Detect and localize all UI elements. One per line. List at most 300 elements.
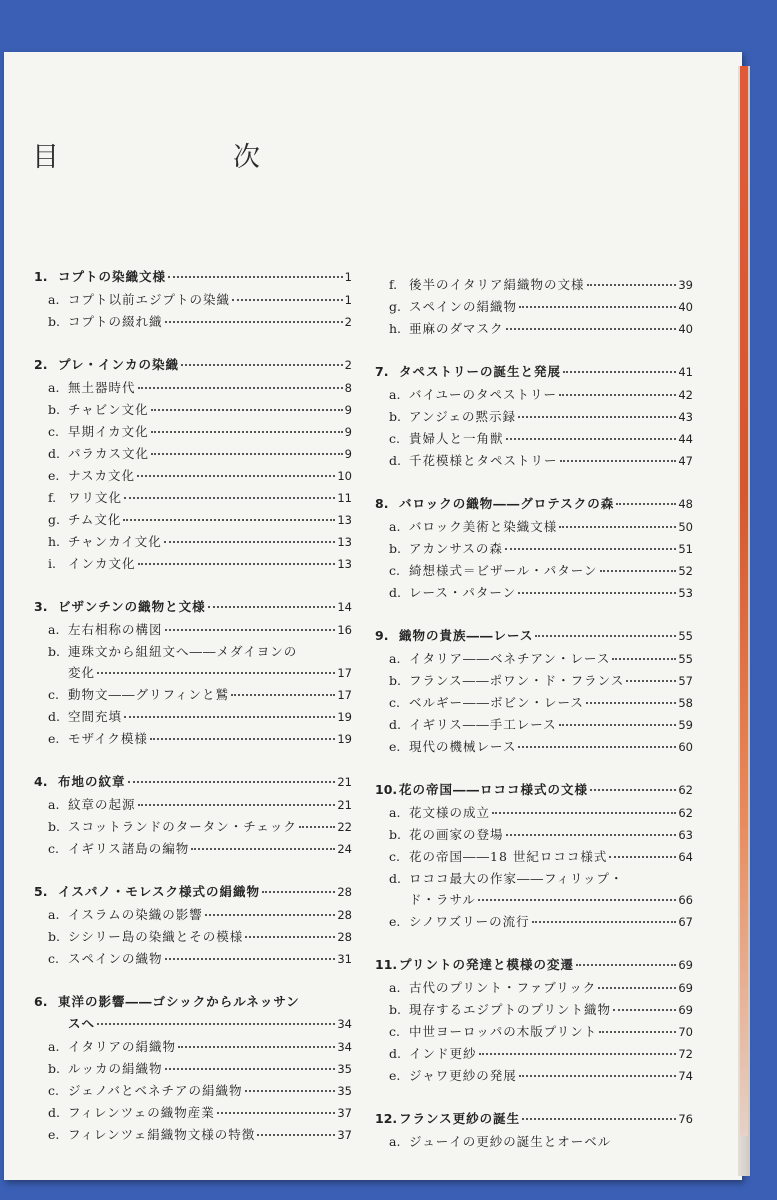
page-number: 34 bbox=[337, 1040, 352, 1054]
page-number: 55 bbox=[678, 652, 693, 666]
toc-section bbox=[34, 354, 352, 575]
toc-item-row[interactable] bbox=[34, 948, 352, 970]
item-title: 花文様の成立 bbox=[409, 805, 491, 820]
page-number: 28 bbox=[337, 908, 352, 922]
item-title: ジェノバとベネチアの絹織物 bbox=[68, 1083, 243, 1098]
leader-dots bbox=[181, 363, 343, 366]
page-number: 55 bbox=[678, 629, 693, 643]
toc-section bbox=[34, 991, 352, 1146]
leader-dots bbox=[178, 1045, 335, 1048]
item-title: 連珠文から組紐文へ――メダイヨンの bbox=[68, 644, 298, 659]
leader-dots bbox=[612, 657, 676, 660]
chapter-title: バロックの織物――グロテスクの森 bbox=[399, 496, 615, 511]
chapter-title: 織物の貴族――レース bbox=[399, 628, 534, 643]
item-letter: b. bbox=[389, 673, 401, 688]
toc-item-row[interactable] bbox=[34, 289, 352, 311]
item-title: 花の画家の登場 bbox=[409, 827, 504, 842]
leader-dots bbox=[518, 745, 676, 748]
item-title: イタリアの絹織物 bbox=[68, 1039, 177, 1054]
item-title: ワリ文化 bbox=[68, 490, 123, 505]
item-title: フランス――ポワン・ド・フランス bbox=[409, 673, 625, 688]
item-letter: e. bbox=[48, 468, 60, 483]
leader-dots bbox=[124, 715, 335, 718]
toc-item-row[interactable] bbox=[375, 406, 693, 428]
toc-item-row[interactable] bbox=[375, 889, 693, 911]
chapter-title: プリントの発達と模様の変遷 bbox=[399, 957, 575, 972]
item-title: イギリス諸島の編物 bbox=[68, 841, 190, 856]
leader-dots bbox=[137, 474, 335, 477]
toc-item-row[interactable] bbox=[375, 582, 693, 604]
chapter-title: コプトの染織文様 bbox=[58, 269, 167, 284]
toc-item-row[interactable] bbox=[34, 662, 352, 684]
item-title: スペインの織物 bbox=[68, 951, 163, 966]
page-number: 69 bbox=[678, 1003, 693, 1017]
leader-dots bbox=[492, 811, 676, 814]
item-title: シシリー島の染織とその模様 bbox=[68, 929, 244, 944]
toc-item-row[interactable] bbox=[34, 509, 352, 531]
toc-item-row[interactable] bbox=[34, 816, 352, 838]
toc-item-row[interactable] bbox=[375, 450, 693, 472]
page-number: 37 bbox=[337, 1106, 352, 1120]
toc-item-row[interactable] bbox=[34, 443, 352, 465]
item-title: 紋章の起源 bbox=[68, 797, 136, 812]
chapter-title: 布地の紋章 bbox=[58, 774, 126, 789]
toc-item-row[interactable] bbox=[34, 465, 352, 487]
leader-dots bbox=[245, 1089, 336, 1092]
toc-item-row[interactable] bbox=[34, 421, 352, 443]
item-title: 千花模様とタペストリー bbox=[409, 453, 558, 468]
item-title: チャビン文化 bbox=[68, 402, 149, 417]
toc-item-row[interactable] bbox=[375, 1021, 693, 1043]
item-letter: g. bbox=[389, 299, 401, 314]
item-title: イスラムの染織の影響 bbox=[68, 907, 203, 922]
leader-dots bbox=[559, 723, 677, 726]
page-number: 24 bbox=[337, 842, 352, 856]
toc-item-row[interactable] bbox=[375, 846, 693, 868]
chapter-number: 8. bbox=[375, 496, 389, 511]
item-title: 早期イカ文化 bbox=[68, 424, 149, 439]
toc-item-row[interactable] bbox=[34, 706, 352, 728]
item-title: 後半のイタリア絹織物の文様 bbox=[409, 277, 585, 292]
toc-item-row[interactable] bbox=[34, 926, 352, 948]
leader-dots bbox=[151, 430, 343, 433]
item-letter: g. bbox=[48, 512, 60, 527]
toc-chapter-row[interactable] bbox=[375, 1108, 693, 1130]
leader-dots bbox=[559, 393, 676, 396]
toc-chapter-row[interactable] bbox=[34, 596, 352, 618]
item-title: パラカス文化 bbox=[68, 446, 150, 461]
item-title: ド・ラサル bbox=[409, 892, 476, 907]
page-number: 47 bbox=[678, 454, 693, 468]
page-number: 43 bbox=[678, 410, 693, 424]
page-number: 66 bbox=[678, 893, 693, 907]
item-letter: b. bbox=[48, 929, 60, 944]
page-number: 8 bbox=[344, 381, 352, 395]
red-book-edge bbox=[740, 66, 748, 1136]
leader-dots bbox=[165, 320, 343, 323]
chapter-title: ビザンチンの織物と文様 bbox=[58, 599, 206, 614]
toc-item-row[interactable] bbox=[375, 670, 693, 692]
leader-dots bbox=[590, 788, 676, 791]
item-letter: c. bbox=[389, 563, 400, 578]
page-number: 22 bbox=[337, 820, 352, 834]
chapter-number: 6. bbox=[34, 994, 48, 1009]
item-letter: a. bbox=[389, 387, 401, 402]
page-number: 2 bbox=[344, 358, 352, 372]
page-number: 58 bbox=[678, 696, 693, 710]
page-number: 59 bbox=[678, 718, 693, 732]
item-title: ベルギー――ボビン・レース bbox=[409, 695, 584, 710]
toc-item-row[interactable] bbox=[34, 794, 352, 816]
leader-dots bbox=[150, 737, 335, 740]
item-letter: d. bbox=[389, 453, 401, 468]
item-title: コプト以前エジプトの染織 bbox=[68, 292, 231, 307]
page-number: 28 bbox=[337, 930, 352, 944]
item-title: 中世ヨーロッパの木版プリント bbox=[409, 1024, 598, 1039]
leader-dots bbox=[535, 634, 676, 637]
page-number: 9 bbox=[344, 425, 352, 439]
toc-item-row[interactable] bbox=[34, 377, 352, 399]
toc-section bbox=[34, 266, 352, 333]
item-letter: d. bbox=[389, 871, 401, 886]
chapter-title: イスパノ・モレスク様式の絹織物 bbox=[58, 884, 261, 899]
toc-item-row[interactable] bbox=[34, 531, 352, 553]
leader-dots bbox=[165, 1067, 336, 1070]
toc-item-row[interactable] bbox=[375, 824, 693, 846]
toc-left-column bbox=[34, 266, 352, 1167]
toc-item-row[interactable] bbox=[375, 428, 693, 450]
page-number: 14 bbox=[337, 600, 352, 614]
item-title: スペインの絹織物 bbox=[409, 299, 518, 314]
item-title: ジャワ更紗の発展 bbox=[409, 1068, 517, 1083]
leader-dots bbox=[518, 415, 676, 418]
item-title: 古代のプリント・ファブリック bbox=[409, 980, 597, 995]
page-number: 72 bbox=[678, 1047, 693, 1061]
chapter-title: 花の帝国――ロココ様式の文様 bbox=[399, 782, 589, 797]
toc-item-row[interactable] bbox=[34, 1080, 352, 1102]
chapter-title: プレ・インカの染織 bbox=[58, 357, 180, 372]
leader-dots bbox=[151, 452, 343, 455]
item-letter: c. bbox=[48, 424, 59, 439]
toc-item-row[interactable] bbox=[34, 728, 352, 750]
leader-dots bbox=[600, 569, 677, 572]
item-title: フィレンツェ絹織物文様の特徴 bbox=[68, 1127, 256, 1142]
toc-item-row[interactable] bbox=[34, 311, 352, 333]
toc-section bbox=[375, 493, 693, 604]
toc-chapter-row[interactable] bbox=[34, 881, 352, 903]
item-title: 空間充填 bbox=[68, 709, 123, 724]
toc-item-row[interactable] bbox=[375, 736, 693, 758]
chapter-title: スへ bbox=[68, 1016, 96, 1031]
toc-item-row[interactable] bbox=[375, 714, 693, 736]
item-letter: b. bbox=[48, 1061, 60, 1076]
leader-dots bbox=[138, 803, 336, 806]
item-letter: f. bbox=[389, 277, 398, 292]
item-title: 無土器時代 bbox=[68, 380, 136, 395]
leader-dots bbox=[232, 298, 343, 301]
leader-dots bbox=[299, 825, 335, 828]
item-title: 綺想様式＝ビザール・パターン bbox=[409, 563, 598, 578]
page-number: 35 bbox=[337, 1062, 352, 1076]
item-title: インド更紗 bbox=[409, 1046, 477, 1061]
item-letter: a. bbox=[389, 651, 401, 666]
chapter-title: 東洋の影響――ゴシックからルネッサン bbox=[58, 994, 300, 1009]
chapter-number: 11. bbox=[375, 957, 398, 972]
toc-chapter-row[interactable] bbox=[34, 1013, 352, 1035]
toc-item-row[interactable] bbox=[34, 399, 352, 421]
page-number: 62 bbox=[678, 783, 693, 797]
leader-dots bbox=[626, 679, 676, 682]
toc-section bbox=[375, 779, 693, 933]
item-letter: i. bbox=[48, 556, 56, 571]
toc-item-row[interactable] bbox=[375, 538, 693, 560]
page-number: 69 bbox=[678, 958, 693, 972]
toc-item-row[interactable] bbox=[375, 560, 693, 582]
toc-item-row[interactable] bbox=[375, 296, 693, 318]
toc-chapter-row[interactable] bbox=[375, 625, 693, 647]
item-letter: b. bbox=[48, 402, 60, 417]
toc-chapter-row[interactable] bbox=[375, 361, 693, 383]
item-title: ジューイの更紗の誕生とオーベル bbox=[409, 1134, 612, 1149]
item-title: イタリア――ベネチアン・レース bbox=[409, 651, 611, 666]
leader-dots bbox=[532, 920, 677, 923]
leader-dots bbox=[506, 437, 677, 440]
page-number: 51 bbox=[678, 542, 693, 556]
item-letter: d. bbox=[389, 1046, 401, 1061]
chapter-number: 9. bbox=[375, 628, 389, 643]
item-title: 変化 bbox=[68, 665, 96, 680]
toc-chapter-row[interactable] bbox=[375, 493, 693, 515]
page-number: 35 bbox=[337, 1084, 352, 1098]
leader-dots bbox=[245, 935, 335, 938]
page-title: 目 次 bbox=[32, 142, 300, 173]
leader-dots bbox=[191, 847, 335, 850]
leader-dots bbox=[138, 386, 343, 389]
toc-item-row[interactable] bbox=[375, 1043, 693, 1065]
toc-section bbox=[375, 1108, 693, 1152]
item-letter: h. bbox=[389, 321, 402, 336]
item-letter: e. bbox=[389, 1068, 401, 1083]
toc-chapter-row[interactable] bbox=[34, 354, 352, 376]
item-letter: a. bbox=[48, 380, 60, 395]
leader-dots bbox=[599, 1030, 676, 1033]
page-number: 17 bbox=[337, 666, 352, 680]
chapter-number: 1. bbox=[34, 269, 48, 284]
toc-item-row[interactable] bbox=[34, 619, 352, 641]
toc-item-row[interactable] bbox=[375, 1065, 693, 1087]
item-title: ルッカの絹織物 bbox=[68, 1061, 163, 1076]
toc-item-row[interactable] bbox=[375, 648, 693, 670]
toc-right-column bbox=[375, 274, 693, 1173]
item-title: ナスカ文化 bbox=[68, 468, 136, 483]
item-letter: a. bbox=[389, 980, 401, 995]
toc-item-row[interactable] bbox=[34, 1058, 352, 1080]
item-title: ロココ最大の作家――フィリップ・ bbox=[409, 871, 624, 886]
toc-item-row[interactable] bbox=[375, 274, 693, 296]
leader-dots bbox=[519, 305, 676, 308]
leader-dots bbox=[506, 833, 677, 836]
toc-item-row[interactable] bbox=[375, 868, 693, 889]
item-letter: d. bbox=[48, 446, 60, 461]
toc-item-row[interactable] bbox=[34, 684, 352, 706]
leader-dots bbox=[519, 1074, 677, 1077]
item-letter: c. bbox=[48, 1083, 59, 1098]
item-title: アカンサスの森 bbox=[409, 541, 503, 556]
item-letter: b. bbox=[48, 644, 60, 659]
toc-chapter-row[interactable] bbox=[375, 779, 693, 801]
toc-item-row[interactable] bbox=[375, 384, 693, 406]
page-number: 9 bbox=[344, 403, 352, 417]
chapter-number: 10. bbox=[375, 782, 398, 797]
leader-dots bbox=[231, 693, 335, 696]
toc-chapter-row[interactable] bbox=[34, 991, 352, 1012]
page-number: 67 bbox=[678, 915, 693, 929]
item-title: モザイク模様 bbox=[68, 731, 148, 746]
item-letter: a. bbox=[48, 622, 60, 637]
page-number: 21 bbox=[337, 775, 352, 789]
page-number: 37 bbox=[337, 1128, 352, 1142]
item-title: コプトの綴れ織 bbox=[68, 314, 163, 329]
toc-item-row[interactable] bbox=[34, 641, 352, 662]
chapter-number: 2. bbox=[34, 357, 48, 372]
chapter-number: 5. bbox=[34, 884, 48, 899]
toc-section bbox=[375, 274, 693, 340]
page-number: 44 bbox=[678, 432, 693, 446]
page-number: 69 bbox=[678, 981, 693, 995]
leader-dots bbox=[479, 1052, 677, 1055]
page-number: 39 bbox=[678, 278, 693, 292]
page-number: 42 bbox=[678, 388, 693, 402]
item-title: 左右相称の構図 bbox=[68, 622, 163, 637]
toc-item-row[interactable] bbox=[375, 911, 693, 933]
leader-dots bbox=[205, 913, 336, 916]
leader-dots bbox=[208, 605, 336, 608]
leader-dots bbox=[257, 1133, 335, 1136]
leader-dots bbox=[609, 855, 676, 858]
toc-item-row[interactable] bbox=[34, 838, 352, 860]
toc-item-row[interactable] bbox=[375, 318, 693, 340]
toc-item-row[interactable] bbox=[375, 802, 693, 824]
item-title: レース・パターン bbox=[409, 585, 517, 600]
page-number: 41 bbox=[678, 365, 693, 379]
toc-item-row[interactable] bbox=[34, 553, 352, 575]
item-letter: b. bbox=[389, 409, 401, 424]
leader-dots bbox=[168, 275, 343, 278]
item-title: インカ文化 bbox=[68, 556, 136, 571]
page-number: 16 bbox=[337, 623, 352, 637]
toc-item-row[interactable] bbox=[375, 692, 693, 714]
toc-item-row[interactable] bbox=[375, 999, 693, 1021]
toc-item-row[interactable] bbox=[34, 487, 352, 509]
page-number: 28 bbox=[337, 885, 352, 899]
page-number: 34 bbox=[337, 1017, 352, 1031]
page-number: 13 bbox=[337, 513, 352, 527]
toc-chapter-row[interactable] bbox=[34, 266, 352, 288]
toc-item-row[interactable] bbox=[375, 977, 693, 999]
leader-dots bbox=[124, 496, 335, 499]
item-title: 現存するエジプトのプリント織物 bbox=[409, 1002, 612, 1017]
leader-dots bbox=[97, 1022, 335, 1025]
leader-dots bbox=[123, 518, 335, 521]
toc-item-row[interactable] bbox=[34, 1102, 352, 1124]
page-number: 10 bbox=[337, 469, 352, 483]
toc-chapter-row[interactable] bbox=[34, 771, 352, 793]
chapter-title: フランス更紗の誕生 bbox=[399, 1111, 521, 1126]
leader-dots bbox=[598, 986, 676, 989]
item-letter: e. bbox=[389, 914, 401, 929]
toc-section bbox=[34, 596, 352, 750]
item-letter: a. bbox=[389, 805, 401, 820]
leader-dots bbox=[262, 890, 335, 893]
page-number: 64 bbox=[678, 850, 693, 864]
leader-dots bbox=[164, 540, 336, 543]
leader-dots bbox=[522, 1117, 676, 1120]
page-number: 40 bbox=[678, 322, 693, 336]
toc-section bbox=[375, 625, 693, 758]
page-number: 1 bbox=[344, 293, 352, 307]
chapter-title: タペストリーの誕生と発展 bbox=[399, 364, 562, 379]
toc-section bbox=[34, 881, 352, 970]
item-letter: b. bbox=[389, 827, 401, 842]
leader-dots bbox=[518, 591, 676, 594]
leader-dots bbox=[613, 1008, 676, 1011]
toc-chapter-row[interactable] bbox=[375, 954, 693, 976]
item-title: 貴婦人と一角獣 bbox=[409, 431, 504, 446]
page-number: 62 bbox=[678, 806, 693, 820]
toc-item-row[interactable] bbox=[375, 516, 693, 538]
leader-dots bbox=[165, 957, 336, 960]
page-number: 50 bbox=[678, 520, 693, 534]
item-letter: e. bbox=[48, 1127, 60, 1142]
leader-dots bbox=[505, 547, 676, 550]
leader-dots bbox=[587, 283, 677, 286]
item-letter: e. bbox=[48, 731, 60, 746]
page-number: 21 bbox=[337, 798, 352, 812]
chapter-number: 4. bbox=[34, 774, 48, 789]
leader-dots bbox=[128, 780, 336, 783]
leader-dots bbox=[97, 671, 335, 674]
toc-item-row[interactable] bbox=[375, 1131, 693, 1152]
leader-dots bbox=[478, 898, 676, 901]
item-letter: d. bbox=[389, 585, 401, 600]
leader-dots bbox=[560, 459, 677, 462]
leader-dots bbox=[165, 628, 336, 631]
item-letter: a. bbox=[48, 797, 60, 812]
item-title: チャンカイ文化 bbox=[68, 534, 162, 549]
item-letter: b. bbox=[48, 314, 60, 329]
item-letter: a. bbox=[389, 1134, 401, 1149]
toc-section bbox=[375, 361, 693, 472]
item-title: チム文化 bbox=[68, 512, 122, 527]
item-letter: b. bbox=[389, 541, 401, 556]
item-letter: c. bbox=[48, 951, 59, 966]
leader-dots bbox=[506, 327, 677, 330]
page-number: 31 bbox=[337, 952, 352, 966]
toc-item-row[interactable] bbox=[34, 1124, 352, 1146]
page-number: 1 bbox=[344, 270, 352, 284]
item-letter: c. bbox=[48, 841, 59, 856]
item-letter: a. bbox=[48, 1039, 60, 1054]
leader-dots bbox=[138, 562, 336, 565]
page-number: 11 bbox=[337, 491, 352, 505]
item-title: イギリス――手工レース bbox=[409, 717, 557, 732]
leader-dots bbox=[217, 1111, 336, 1114]
item-letter: c. bbox=[48, 687, 59, 702]
toc-item-row[interactable] bbox=[34, 1036, 352, 1058]
toc-item-row[interactable] bbox=[34, 904, 352, 926]
page-number: 63 bbox=[678, 828, 693, 842]
chapter-number: 3. bbox=[34, 599, 48, 614]
